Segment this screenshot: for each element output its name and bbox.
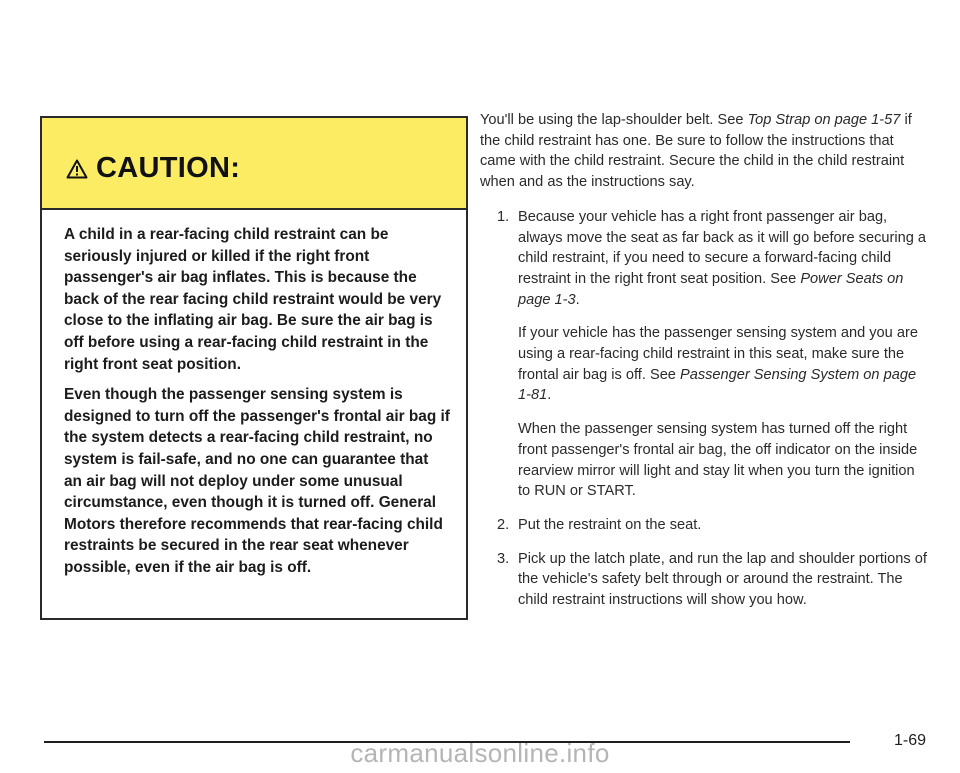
step-text-part: . bbox=[547, 387, 552, 404]
page-number: 1-69 bbox=[894, 732, 927, 749]
caution-paragraph: Even though the passenger sensing system is designed to turn off the passenger's frontal air bag if the system detects a rear-facing child restraint, no system is fail-safe, and no one can guarantee that an air bag will not deploy under some unusual circumstance, even though it is turned off. General Motors therefore recommends that rear-facing child restraints be secured in the rear seat whenever possible, even if the air bag is off. bbox=[64, 386, 450, 576]
steps-list bbox=[480, 207, 930, 611]
step-sub-paragraph bbox=[518, 323, 930, 406]
cross-reference-link[interactable]: Power Seats on page 1-3 bbox=[518, 270, 904, 308]
caution-title bbox=[66, 152, 240, 185]
caution-paragraph: A child in a rear-facing child restraint can be seriously injured or killed if the right front passenger's air bag inflates. This is because the back of the rear facing child restraint would be very close to the inflating air bag. Be sure the air bag is off before using a rear-facing child restraint in the right front seat position. bbox=[64, 226, 442, 373]
intro-paragraph bbox=[480, 110, 930, 193]
step-text-part: If your vehicle has the passenger sensing system and you are using a rear-facing child restraint in this seat, make sure the frontal air bag is off. See bbox=[518, 325, 918, 383]
step-number: 1. bbox=[497, 208, 510, 225]
step-text bbox=[518, 207, 930, 311]
intro-text: if the child restraint has one. Be sure to follow the instructions that came with the child restraint. Secure the child in the child restraint when and as the instructions say. bbox=[480, 112, 912, 191]
watermark: carmanualsonline.info bbox=[350, 738, 610, 768]
caution-box bbox=[40, 116, 468, 620]
step-item bbox=[480, 515, 930, 536]
caution-header bbox=[42, 118, 466, 210]
warning-triangle-icon bbox=[66, 159, 88, 179]
step-item bbox=[480, 549, 930, 611]
cross-reference-link[interactable]: Top Strap on page 1-57 bbox=[747, 112, 901, 128]
step-item bbox=[480, 207, 930, 502]
caution-title-text: CAUTION: bbox=[96, 152, 241, 184]
intro-text: You'll be using the lap-shoulder belt. See bbox=[480, 112, 748, 128]
manual-page bbox=[14, 38, 944, 747]
cross-reference-link[interactable]: Passenger Sensing System on page 1-81 bbox=[518, 366, 917, 404]
caution-body bbox=[42, 210, 466, 579]
step-sub-paragraph: When the passenger sensing system has turned off the right front passenger's frontal air bag, the off indicator on the inside rearview mirror will light and stay lit when you turn the ignition to RUN or START. bbox=[518, 421, 918, 500]
step-number: 2. bbox=[497, 516, 510, 533]
step-text-part: . bbox=[575, 291, 580, 308]
step-text: Put the restraint on the seat. bbox=[518, 516, 702, 533]
step-text: Pick up the latch plate, and run the lap and shoulder portions of the vehicle's safety belt through or around the restraint. The child restraint instructions will show you how. bbox=[518, 550, 927, 609]
instructions-column bbox=[480, 110, 930, 624]
step-text-part: Because your vehicle has a right front passenger air bag, always move the seat as far back as it will go before securing a child restraint, if you need to secure a forward-facing child restraint in the right front seat position. See bbox=[518, 208, 927, 287]
step-number: 3. bbox=[497, 550, 510, 567]
